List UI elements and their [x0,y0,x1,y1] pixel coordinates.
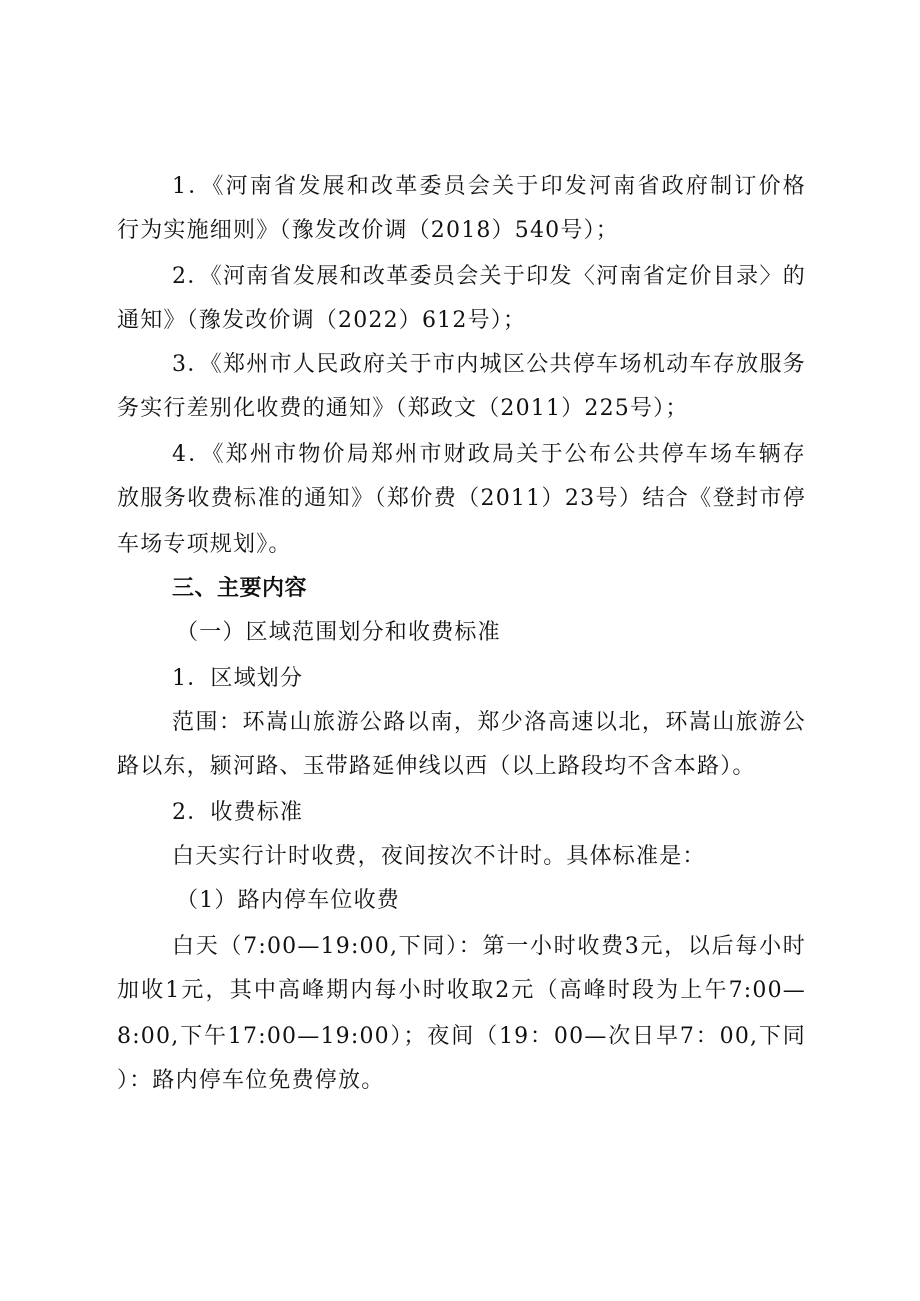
section-heading: 三、主要内容 [172,576,308,601]
region-scope-line-1: 范围：环嵩山旅游公路以南，郑少洛高速以北，环嵩山旅游公 [172,710,806,735]
reference-item-1-line-1: 1．《河南省发展和改革委员会关于印发河南省政府制订价格 [172,174,806,199]
subsection-heading: （一）区域范围划分和收费标准 [176,620,501,645]
reference-item-2-line-1: 2．《河南省发展和改革委员会关于印发〈河南省定价目录〉的 [172,264,806,289]
reference-item-4-line-2: 放服务收费标准的通知》（郑价费（2011）23号）结合《登封市停 [117,486,806,511]
reference-item-4-line-3: 车场专项规划》。 [117,532,292,557]
reference-item-3-line-2: 务实行差别化收费的通知》（郑政文（2011）225号）； [117,396,689,421]
region-scope-line-2: 路以东，颍河路、玉带路延伸线以西（以上路段均不含本路）。 [117,754,756,779]
reference-item-4-line-1: 4．《郑州市物价局郑州市财政局关于公布公共停车场车辆存 [172,442,806,467]
reference-item-3-line-1: 3．《郑州市人民政府关于市内城区公共停车场机动车存放服务 [172,352,806,377]
subheading-fee-standard: 2．收费标准 [172,800,304,825]
reference-item-1-line-2: 行为实施细则》（豫发改价调（2018）540号）； [117,218,619,243]
subheading-region-division: 1．区域划分 [172,666,304,691]
fee-detail-line-1: 白天（7:00—19:00,下同）：第一小时收费3元，以后每小时 [172,934,806,959]
fee-detail-line-4: ）：路内停车位免费停放。 [117,1068,385,1093]
fee-detail-line-3: 8:00,下午17:00—19:00）；夜间（19：00—次日早7：00,下同 [117,1024,806,1049]
subheading-on-street-parking: （1）路内停车位收费 [176,888,400,913]
fee-intro: 白天实行计时收费，夜间按次不计时。具体标准是： [172,844,706,869]
fee-detail-line-2: 加收1元，其中高峰期内每小时收取2元（高峰时段为上午7:00— [117,978,806,1003]
reference-item-2-line-2: 通知》（豫发改价调（2022）612号）； [117,308,527,333]
